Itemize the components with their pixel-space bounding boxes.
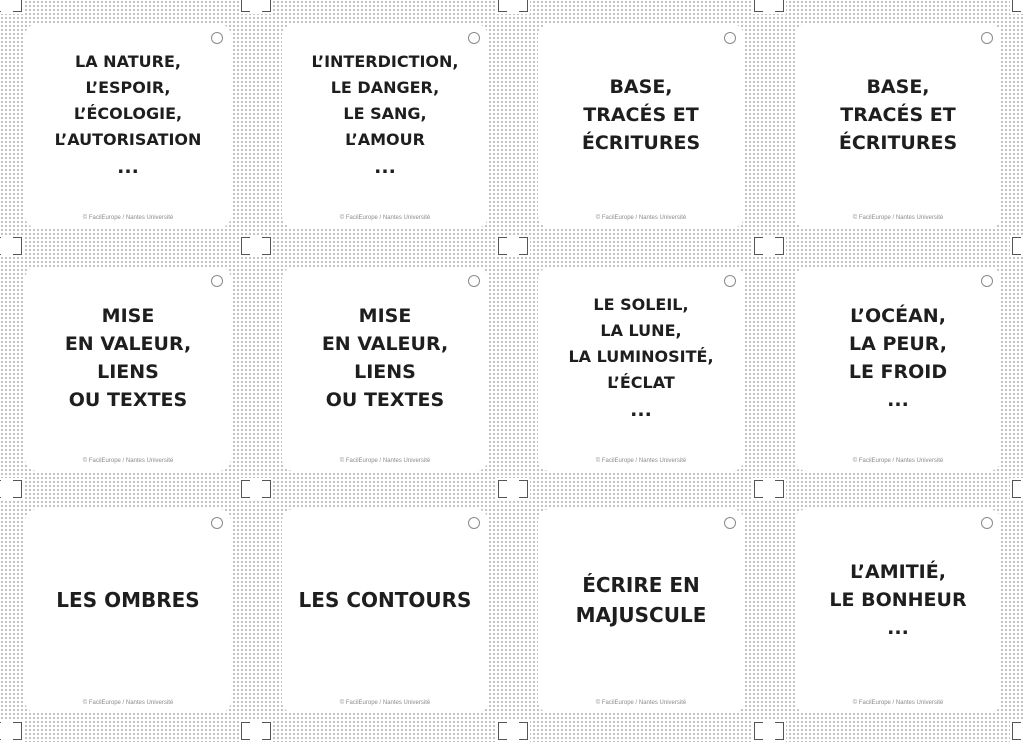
- crop-mark-icon: [496, 720, 530, 742]
- card-line: L’ÉCOLOGIE,: [73, 104, 183, 123]
- crop-mark-icon: [752, 0, 786, 14]
- copyright-credit: © FacilEurope / Nantes Université: [852, 215, 944, 221]
- crop-mark-icon: [1010, 720, 1024, 742]
- crop-mark-icon: [239, 478, 273, 500]
- card-line: BASE,: [866, 76, 930, 98]
- copyright-credit: © FacilEurope / Nantes Université: [852, 700, 944, 706]
- card-text: [795, 24, 1001, 206]
- word-card: [538, 267, 744, 471]
- card-line: LES OMBRES: [56, 588, 200, 612]
- card-line: L’ESPOIR,: [85, 78, 171, 97]
- card-line: L’OCÉAN,: [850, 305, 946, 327]
- word-card: [795, 24, 1001, 228]
- crop-mark-icon: [752, 235, 786, 257]
- crop-mark-icon: [239, 720, 273, 742]
- card-line: LA PEUR,: [849, 333, 947, 355]
- crop-mark-icon: [0, 720, 24, 742]
- card-line: ÉCRITURES: [838, 132, 958, 154]
- crop-mark-icon: [496, 478, 530, 500]
- card-line: TRACÉS ET: [583, 104, 699, 126]
- card-text: [538, 509, 744, 691]
- card-line: ...: [374, 156, 396, 178]
- crop-mark-icon: [1010, 0, 1024, 14]
- card-text: [25, 24, 231, 206]
- card-line: ÉCRIRE EN: [582, 573, 700, 597]
- copyright-credit: © FacilEurope / Nantes Université: [82, 700, 174, 706]
- crop-mark-icon: [0, 0, 24, 14]
- card-line: OU TEXTES: [68, 389, 188, 411]
- card-line: ...: [887, 389, 909, 411]
- card-line: L’AMOUR: [345, 130, 425, 149]
- crop-mark-icon: [752, 478, 786, 500]
- word-card: [25, 24, 231, 228]
- card-line: LA NATURE,: [75, 52, 181, 71]
- card-line: LE SANG,: [343, 104, 427, 123]
- card-text: [795, 267, 1001, 449]
- word-card: [282, 509, 488, 713]
- copyright-credit: © FacilEurope / Nantes Université: [82, 215, 174, 221]
- card-line: L’AMITIÉ,: [850, 561, 946, 583]
- word-card: [795, 267, 1001, 471]
- card-text: [282, 267, 488, 449]
- card-line: LE FROID: [848, 361, 948, 383]
- card-line: LE BONHEUR: [829, 589, 967, 611]
- card-line: EN VALEUR,: [64, 333, 192, 355]
- word-card: [282, 24, 488, 228]
- card-text: [25, 509, 231, 691]
- card-text: [282, 24, 488, 206]
- card-line: BASE,: [609, 76, 673, 98]
- card-text: [25, 267, 231, 449]
- card-line: LIENS: [97, 361, 159, 383]
- crop-mark-icon: [0, 478, 24, 500]
- card-line: LES CONTOURS: [298, 588, 472, 612]
- card-line: ...: [887, 617, 909, 639]
- card-line: L’AUTORISATION: [54, 130, 202, 149]
- crop-mark-icon: [496, 235, 530, 257]
- card-line: ...: [630, 399, 652, 421]
- copyright-credit: © FacilEurope / Nantes Université: [339, 458, 431, 464]
- card-line: MISE: [101, 305, 155, 327]
- copyright-credit: © FacilEurope / Nantes Université: [595, 700, 687, 706]
- card-text: [795, 509, 1001, 691]
- card-text: [282, 509, 488, 691]
- card-line: MAJUSCULE: [575, 603, 707, 627]
- card-line: EN VALEUR,: [321, 333, 449, 355]
- crop-mark-icon: [1010, 478, 1024, 500]
- card-line: L’INTERDICTION,: [311, 52, 459, 71]
- copyright-credit: © FacilEurope / Nantes Université: [339, 215, 431, 221]
- card-line: OU TEXTES: [325, 389, 445, 411]
- card-line: LE DANGER,: [330, 78, 440, 97]
- copyright-credit: © FacilEurope / Nantes Université: [82, 458, 174, 464]
- card-line: LA LUNE,: [600, 321, 682, 340]
- card-text: [538, 24, 744, 206]
- card-line: LA LUMINOSITÉ,: [568, 347, 714, 366]
- crop-mark-icon: [752, 720, 786, 742]
- card-line: ...: [117, 156, 139, 178]
- word-card: [25, 267, 231, 471]
- word-card: [282, 267, 488, 471]
- copyright-credit: © FacilEurope / Nantes Université: [595, 458, 687, 464]
- crop-mark-icon: [1010, 235, 1024, 257]
- card-line: MISE: [358, 305, 412, 327]
- card-line: LE SOLEIL,: [593, 295, 689, 314]
- copyright-credit: © FacilEurope / Nantes Université: [595, 215, 687, 221]
- crop-mark-icon: [239, 0, 273, 14]
- card-line: L’ÉCLAT: [607, 373, 675, 392]
- copyright-credit: © FacilEurope / Nantes Université: [339, 700, 431, 706]
- word-card: [538, 509, 744, 713]
- card-line: LIENS: [354, 361, 416, 383]
- card-text: [538, 267, 744, 449]
- word-card: [538, 24, 744, 228]
- card-line: ÉCRITURES: [581, 132, 701, 154]
- crop-mark-icon: [496, 0, 530, 14]
- copyright-credit: © FacilEurope / Nantes Université: [852, 458, 944, 464]
- word-card: [25, 509, 231, 713]
- crop-mark-icon: [239, 235, 273, 257]
- crop-mark-icon: [0, 235, 24, 257]
- card-line: TRACÉS ET: [840, 104, 956, 126]
- word-card: [795, 509, 1001, 713]
